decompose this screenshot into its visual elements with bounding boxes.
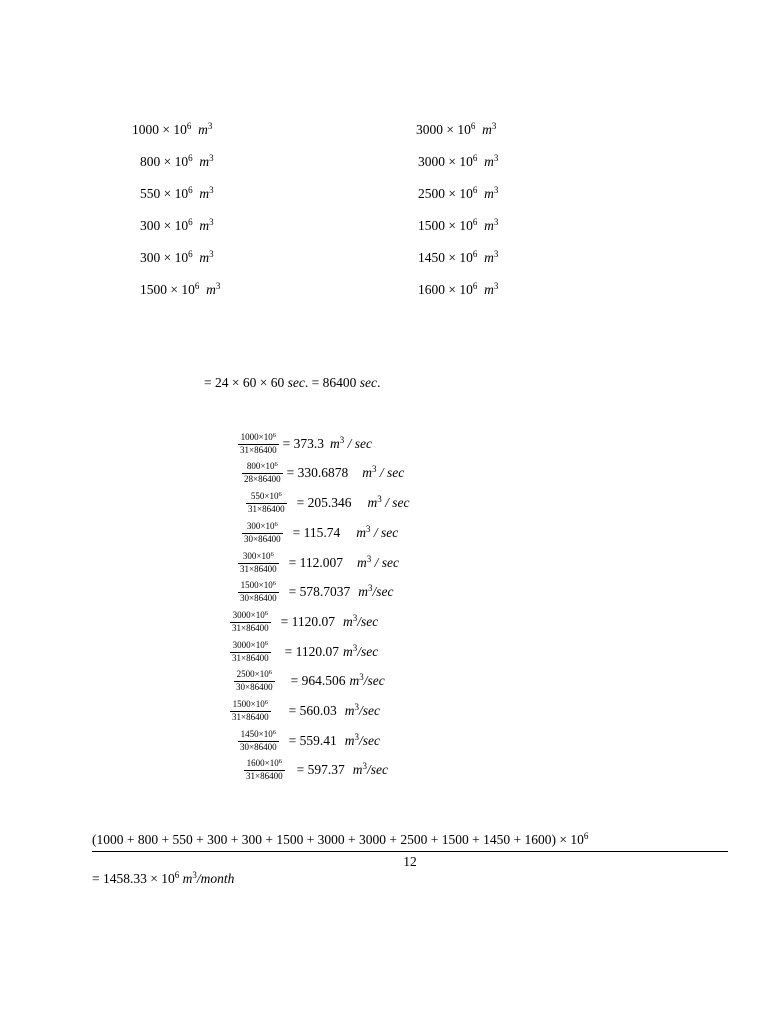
volume-left-1: $1000 \times 10^6$ $m^3$ <box>132 121 213 137</box>
volume-right-3: $2500 \times 10^6$ $m^3$ <box>418 185 499 201</box>
volume-left-6: $1500 \times 10^6$ $m^3$ <box>140 281 221 297</box>
flow-rate-row: $\frac{1500\times 10^6}{30\times 86400}$ = 578.7037 $m^3/\sec$ <box>240 580 394 603</box>
flow-rate-row: $\frac{1500\times 10^6}{31\times 86400}$ = 560.03 $m^3/\sec$ <box>232 699 380 722</box>
flow-rate-row: $\frac{1600\times 10^6}{31\times 86400}$ = 597.37 $m^3/\sec$ <box>246 758 388 781</box>
volume-right-2: $3000 \times 10^6$ $m^3$ <box>418 153 499 169</box>
volume-right-1: $3000 \times 10^6$ $m^3$ <box>416 121 497 137</box>
average-denominator: 12 <box>403 854 417 869</box>
volume-right-4: $1500 \times 10^6$ $m^3$ <box>418 217 499 233</box>
volume-left-4: $300 \times 10^6$ $m^3$ <box>140 217 214 233</box>
flow-rate-row: $\frac{3000\times 10^6}{31\times 86400}$ = 1120.07 $m^3/\sec$ <box>232 640 379 663</box>
flow-rate-row: $\frac{300\times 10^6}{31\times 86400}$ = 112.007 $m^3$ / sec <box>240 551 399 574</box>
volume-left-5: $300 \times 10^6$ $m^3$ <box>140 249 214 265</box>
volume-right-5: $1450 \times 10^6$ $m^3$ <box>418 249 499 265</box>
flow-rate-row: $\frac{300\times 10^6}{30\times 86400}$ = 115.74 $m^3$ / sec <box>244 521 399 544</box>
average-result: = $1458.33 \times 10^6$ $m^3$/month <box>92 870 235 886</box>
flow-rate-row: $\frac{1000\times 10^6}{31\times 86400}$ = 373.3 $m^3$ / sec <box>240 432 372 455</box>
seconds-per-day-equation: = 24 × 60 × 60 sec. = 86400 sec. <box>204 375 381 390</box>
volume-right-6: $1600 \times 10^6$ $m^3$ <box>418 281 499 297</box>
flow-rate-row: $\frac{800\times 10^6}{28\times 86400}$ = 330.6878 $m^3$ / sec <box>244 461 405 484</box>
average-numerator: $(1000 + 800 + 550 + 300 + 300 + 1500 + 3000 + 3000 + 2500 + 1500 + 1450 + 1600) \times 10^6$ <box>92 831 589 847</box>
flow-rate-row: $\frac{2500\times 10^6}{30\times 86400}$ = 964.506 $m^3/\sec$ <box>236 669 385 692</box>
flow-rate-row: $\frac{1450\times 10^6}{30\times 86400}$ = 559.41 $m^3/\sec$ <box>240 729 380 752</box>
volume-left-3: $550 \times 10^6$ $m^3$ <box>140 185 214 201</box>
average-volume-fraction <box>92 832 728 870</box>
flow-rate-row: $\frac{550\times 10^6}{31\times 86400}$ = 205.346 $m^3$ / sec <box>248 491 410 514</box>
flow-rate-row: $\frac{3000\times 10^6}{31\times 86400}$ = 1120.07 $m^3/\sec$ <box>232 610 379 633</box>
volume-left-2: $800 \times 10^6$ $m^3$ <box>140 153 214 169</box>
